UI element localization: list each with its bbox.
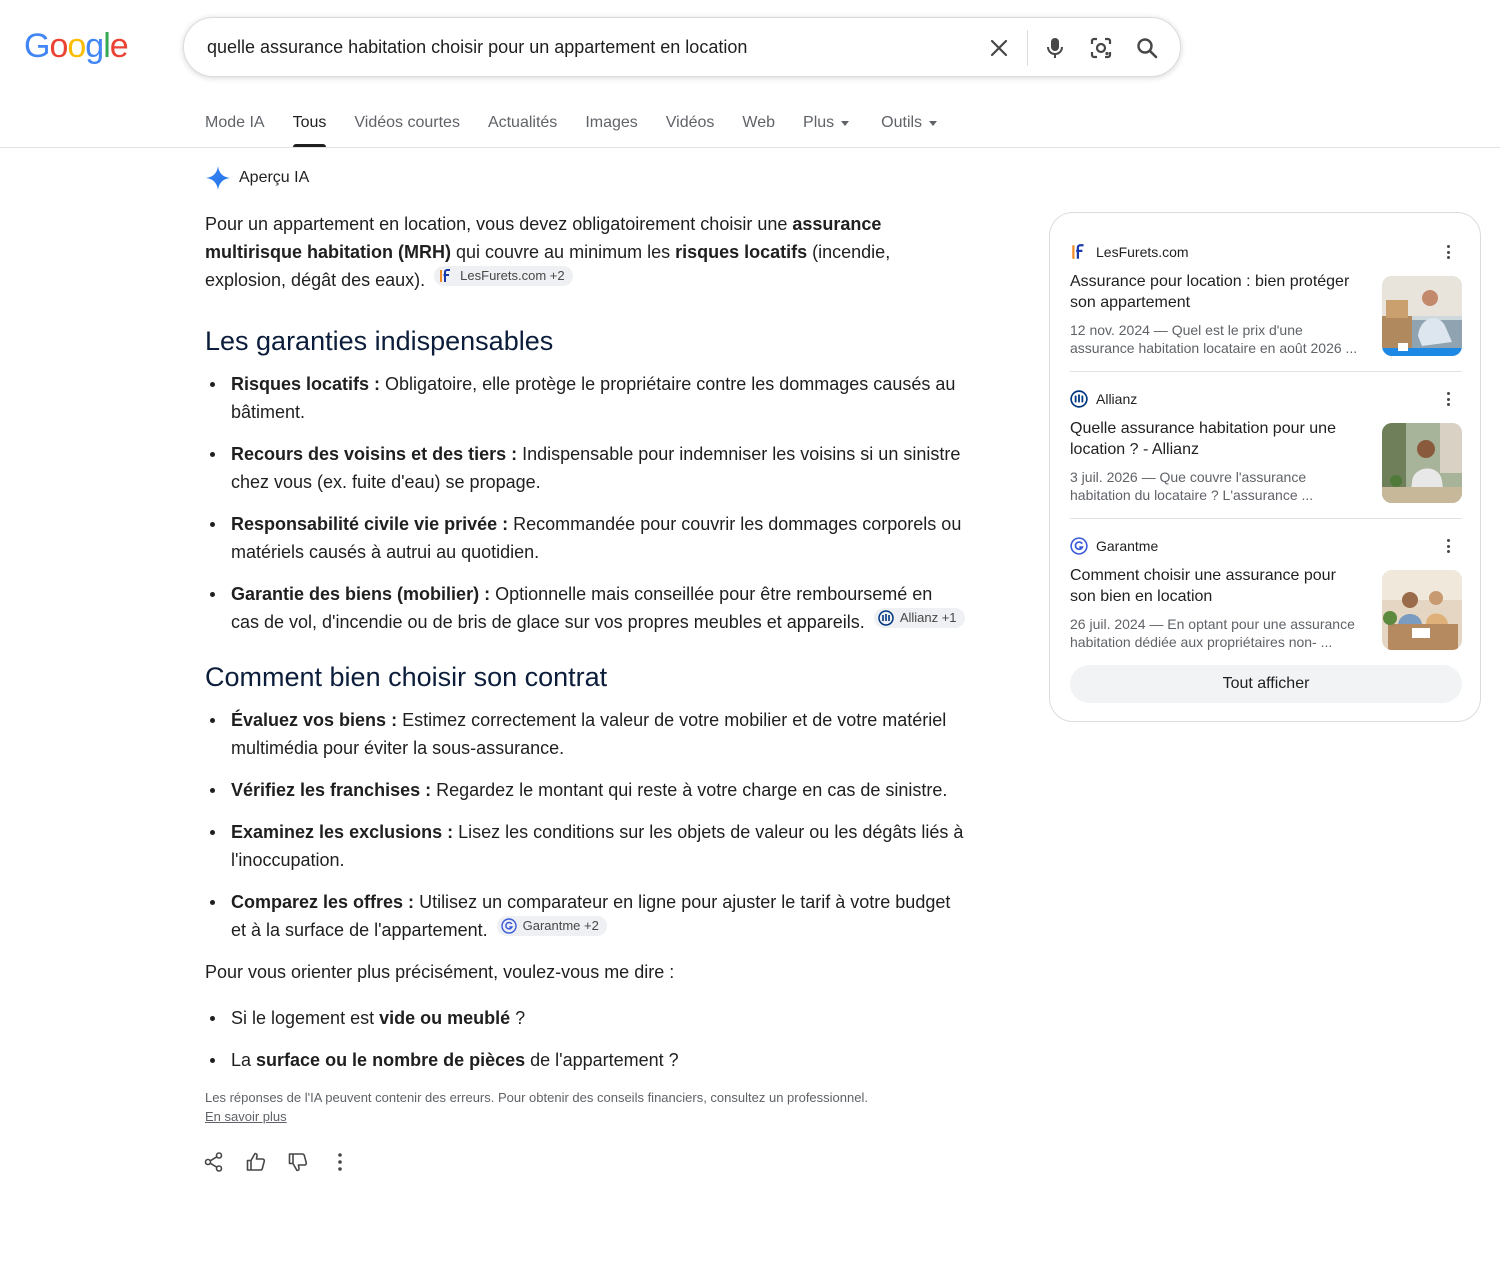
source-name: Allianz (1096, 391, 1138, 407)
bold-text: Garantie des biens (mobilier) : (231, 584, 491, 604)
source-chip-allianz[interactable] (874, 608, 965, 628)
search-icon[interactable] (1133, 34, 1161, 62)
source-header (1070, 241, 1462, 263)
thumbs-down-button[interactable] (287, 1148, 329, 1176)
logo-letter: l (103, 27, 110, 65)
thumbs-up-icon (245, 1151, 267, 1173)
search-tabs (205, 110, 965, 148)
list-item (205, 1046, 965, 1074)
chip-label: Garantme +2 (522, 918, 599, 933)
tab-label: Outils (881, 114, 923, 131)
garantme-icon (501, 918, 517, 934)
card-thumbnail[interactable] (1382, 423, 1462, 503)
allianz-icon (878, 610, 894, 626)
source-card[interactable] (1070, 388, 1462, 504)
bold-text: Recours des voisins et des tiers : (231, 444, 518, 464)
tab-mode-ia[interactable] (205, 110, 265, 148)
lesfurets-icon (438, 268, 454, 284)
ai-overview-header (205, 165, 309, 191)
share-icon (203, 1151, 225, 1173)
caret-down-icon (841, 121, 849, 126)
text: Obligatoire, elle protège le propriétaire contre les dommages causés au bâtiment. (231, 374, 956, 422)
text: Estimez correctement la valeur de votre mobilier et de votre matériel multimédia pour éviter la sous-assurance. (231, 710, 947, 758)
section-title: Les garanties indispensables (205, 326, 554, 356)
card-title[interactable]: Comment choisir une assurance pour son bien en location (1070, 567, 1336, 605)
bold-text: Responsabilité civile vie privée : (231, 514, 509, 534)
more-vert-icon[interactable] (1440, 390, 1456, 408)
close-icon[interactable] (985, 34, 1013, 62)
tab-label: Web (742, 114, 776, 131)
thumbs-up-button[interactable] (245, 1148, 287, 1176)
search-divider (1027, 30, 1028, 66)
logo-letter: g (85, 27, 104, 65)
bold-text: vide ou meublé (379, 1008, 511, 1028)
tab-videos-courtes[interactable] (354, 110, 460, 148)
tab-actualites[interactable] (488, 110, 557, 148)
tab-images[interactable] (585, 110, 637, 148)
source-card[interactable] (1070, 535, 1462, 651)
tab-plus[interactable] (803, 110, 849, 148)
card-snippet: 3 juil. 2026 — Que couvre l'assurance habitation du locataire ? L'assurance ... (1070, 469, 1314, 503)
card-thumbnail[interactable] (1382, 570, 1462, 650)
logo-letter: o (67, 27, 86, 65)
tabs-divider (0, 147, 1500, 148)
learn-more-link[interactable]: En savoir plus (205, 1109, 287, 1124)
text: de l'appartement ? (525, 1050, 679, 1070)
tab-label: Vidéos courtes (354, 114, 460, 131)
source-header (1070, 388, 1462, 410)
chip-label: LesFurets.com +2 (460, 268, 565, 283)
chip-label: Allianz +1 (899, 610, 957, 625)
contract-tips-list (205, 706, 965, 944)
tab-tous[interactable] (293, 110, 327, 148)
card-snippet: 26 juil. 2024 — En optant pour une assurance habitation dédiée aux propriétaires non- ... (1070, 616, 1355, 650)
list-item (205, 440, 965, 496)
list-item (205, 776, 965, 804)
list-item (205, 370, 965, 426)
text: Utilisez un comparateur en ligne pour ajuster le tarif à votre budget et à la surface de l'appartement. (231, 892, 951, 940)
source-chip-lesfurets[interactable] (434, 266, 572, 286)
bold-text: Risques locatifs : (231, 374, 381, 394)
ai-disclaimer (205, 1088, 965, 1126)
ai-overview-title: Aperçu IA (239, 169, 310, 186)
tab-label: Plus (803, 114, 835, 131)
text: La (231, 1050, 257, 1070)
thumbs-down-icon (287, 1151, 309, 1173)
tab-videos[interactable] (666, 110, 715, 148)
list-item (205, 580, 965, 636)
text: Optionnelle mais conseillée pour être remboursemé en cas de vol, d'incendie ou de bris de glace sur vos propres meubles et appareils. (231, 584, 933, 632)
more-vert-icon[interactable] (1440, 537, 1456, 555)
bold-text: Évaluez vos biens : (231, 710, 398, 730)
list-item (205, 706, 965, 762)
share-button[interactable] (203, 1148, 245, 1176)
source-name: LesFurets.com (1096, 244, 1189, 260)
card-title[interactable]: Assurance pour location : bien protéger son appartement (1070, 273, 1350, 311)
bold-text: Comparez les offres : (231, 892, 415, 912)
source-chip-garantme[interactable] (497, 916, 607, 936)
more-options-button[interactable] (329, 1148, 371, 1176)
list-item (205, 888, 965, 944)
mic-icon[interactable] (1041, 34, 1069, 62)
logo-letter: o (49, 27, 68, 65)
text: qui couvre au minimum les (451, 242, 676, 262)
text: Regardez le montant qui reste à votre charge en cas de sinistre. (431, 780, 948, 800)
garantme-icon (1070, 537, 1088, 555)
source-header (1070, 535, 1462, 557)
search-box[interactable] (183, 17, 1181, 77)
card-divider (1070, 371, 1462, 372)
card-divider (1070, 518, 1462, 519)
more-vert-icon (329, 1151, 351, 1173)
caret-down-icon (929, 121, 937, 126)
sources-panel (1049, 212, 1481, 722)
tab-web[interactable] (742, 110, 775, 148)
tab-label: Mode IA (205, 114, 265, 131)
search-input[interactable]: quelle assurance habitation choisir pour un appartement en location (207, 37, 748, 57)
text: Recommandée pour couvrir les dommages corporels ou matériels causés à autrui au quotidien. (231, 514, 962, 562)
source-name: Garantme (1096, 538, 1159, 554)
tab-outils[interactable] (881, 110, 937, 148)
bold-text: assurance multirisque habitation (MRH) (205, 214, 882, 262)
list-item (205, 510, 965, 566)
text: Pour un appartement en location, vous devez obligatoirement choisir une (205, 214, 793, 234)
card-snippet: 12 nov. 2024 — Quel est le prix d'une assurance habitation locataire en août 2026 ... (1070, 322, 1358, 356)
section-title: Comment bien choisir son contrat (205, 662, 608, 692)
logo-letter: e (109, 27, 128, 65)
text: (incendie, explosion, dégât des eaux). (205, 242, 891, 290)
card-title[interactable]: Quelle assurance habitation pour une location ? - Allianz (1070, 420, 1336, 458)
google-logo[interactable] (24, 26, 128, 66)
text: Lisez les conditions sur les objets de valeur ou les dégâts liés à l'inoccupation. (231, 822, 964, 870)
card-thumbnail[interactable] (1382, 276, 1462, 356)
tab-label: Tous (292, 114, 327, 131)
text: ? (510, 1008, 526, 1028)
show-all-button[interactable]: Tout afficher (1070, 665, 1462, 703)
ai-actions (203, 1148, 965, 1176)
text: Si le logement est (231, 1008, 380, 1028)
ai-followup-question: Pour vous orienter plus précisément, voulez-vous me dire : (205, 962, 675, 982)
tab-label: Vidéos (665, 114, 715, 131)
tab-label: Images (585, 114, 638, 131)
bold-text: surface ou le nombre de pièces (256, 1050, 526, 1070)
ai-intro (205, 210, 965, 294)
guarantees-list (205, 370, 965, 636)
logo-letter: G (24, 27, 50, 65)
followup-list (205, 1004, 965, 1074)
lens-icon[interactable] (1087, 34, 1115, 62)
ai-overview-content (205, 210, 965, 1176)
bold-text: risques locatifs (675, 242, 808, 262)
lesfurets-icon (1070, 243, 1088, 261)
ai-sparkle-icon (205, 165, 231, 191)
disclaimer-text: Les réponses de l'IA peuvent contenir des erreurs. Pour obtenir des conseils financiers, consultez un professionnel. (205, 1090, 868, 1105)
list-item (205, 818, 965, 874)
source-card[interactable] (1070, 241, 1462, 357)
list-item (205, 1004, 965, 1032)
more-vert-icon[interactable] (1440, 243, 1456, 261)
allianz-icon (1070, 390, 1088, 408)
bold-text: Examinez les exclusions : (231, 822, 454, 842)
text: Indispensable pour indemniser les voisins si un sinistre chez vous (ex. fuite d'eau) se propage. (231, 444, 961, 492)
tab-label: Actualités (487, 114, 558, 131)
bold-text: Vérifiez les franchises : (231, 780, 432, 800)
